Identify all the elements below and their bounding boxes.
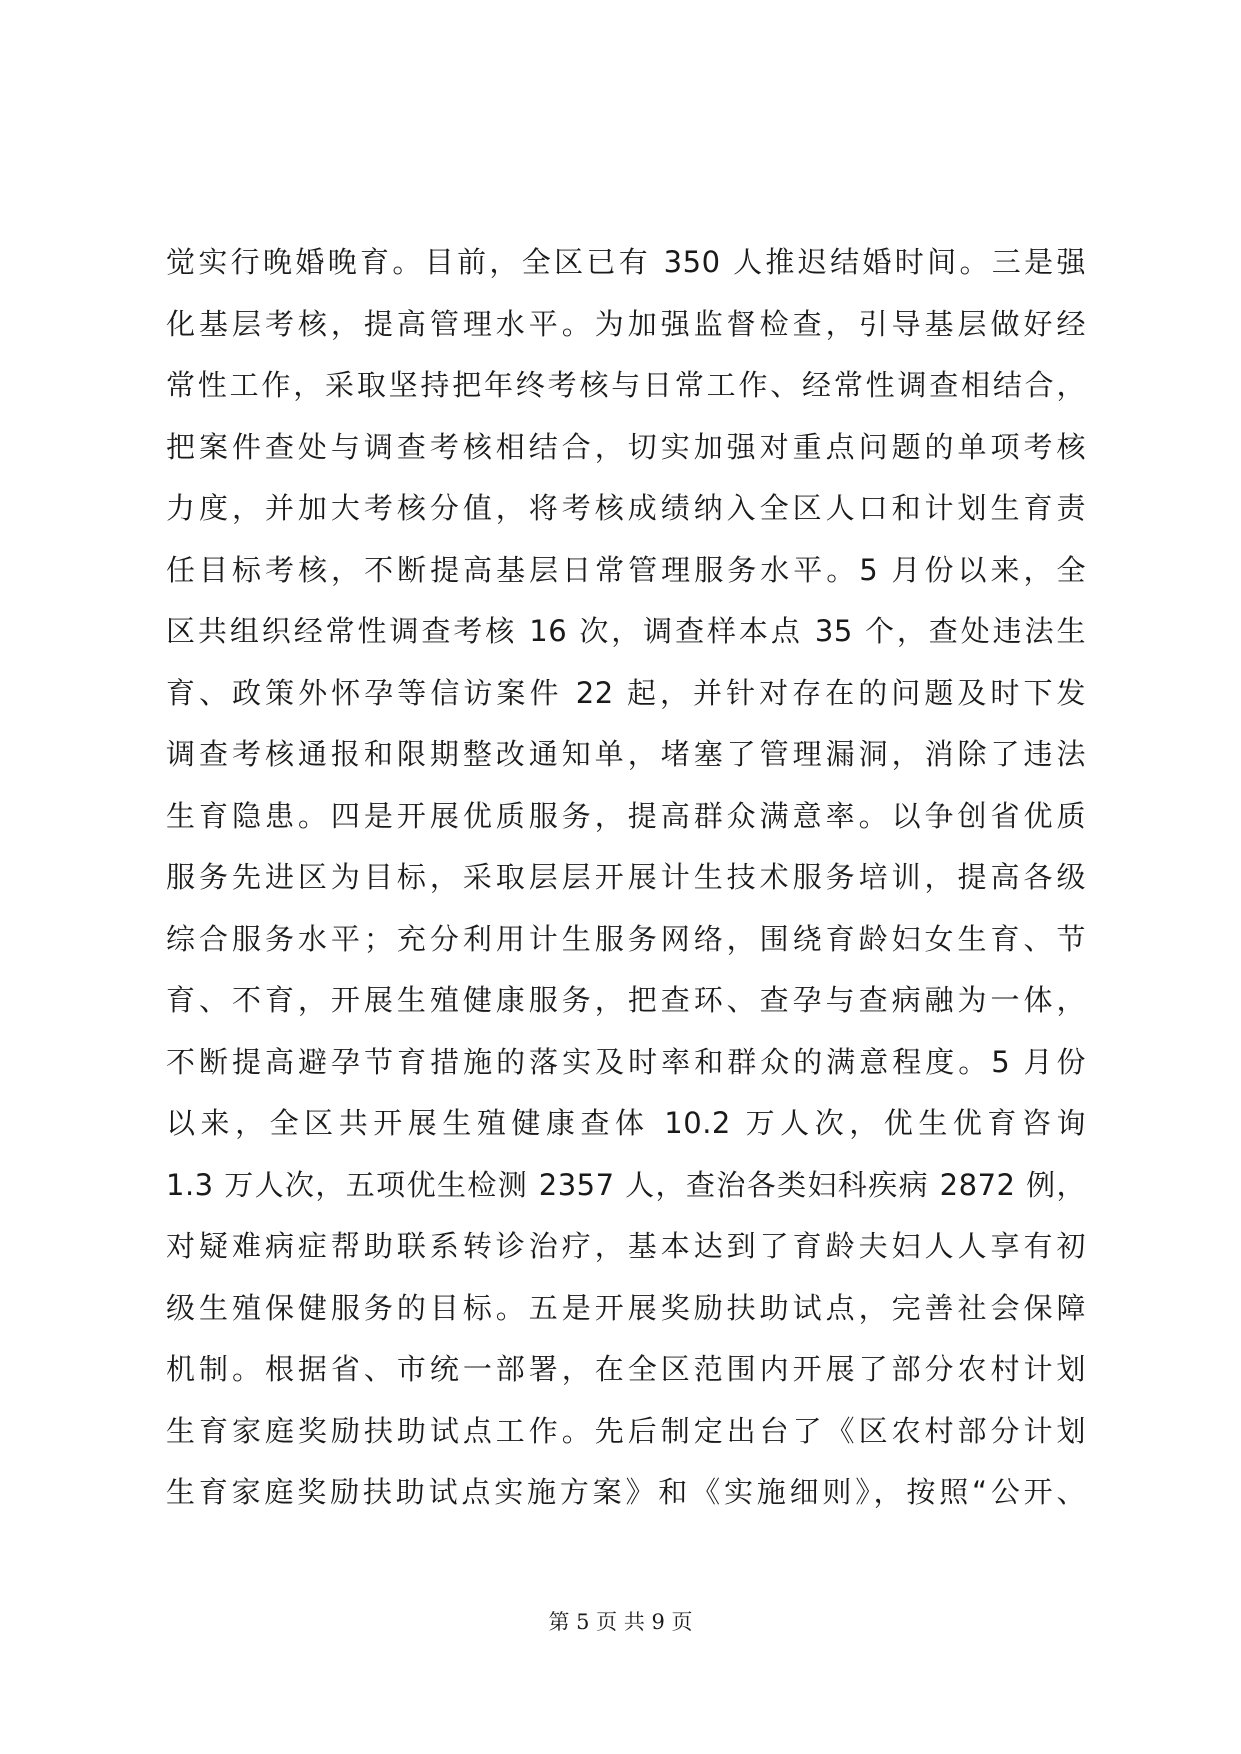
text-line: 机制。根据省、市统一部署，在全区范围内开展了部分农村计划 — [166, 1352, 1086, 1386]
text-line: 以来，全区共开展生殖健康查体 10.2 万人次，优生优育咨询 — [166, 1106, 1086, 1140]
text-line: 把案件查处与调查考核相结合，切实加强对重点问题的单项考核 — [166, 429, 1086, 464]
text-line: 级生殖保健服务的目标。五是开展奖励扶助试点，完善社会保障 — [166, 1290, 1086, 1325]
text-line: 调查考核通报和限期整改通知单，堵塞了管理漏洞，消除了违法 — [166, 737, 1086, 771]
text-line: 服务先进区为目标，采取层层开展计生技术服务培训，提高各级 — [166, 860, 1086, 894]
text-line: 对疑难病症帮助联系转诊治疗，基本达到了育龄夫妇人人享有初 — [166, 1229, 1086, 1263]
text-line: 化基层考核，提高管理水平。为加强监督检查，引导基层做好经 — [166, 306, 1086, 341]
text-line: 不断提高避孕节育措施的落实及时率和群众的满意程度。5 月份 — [166, 1044, 1086, 1079]
text-line: 育、不育，开展生殖健康服务，把查环、查孕与查病融为一体， — [166, 983, 1086, 1017]
text-line: 任目标考核，不断提高基层日常管理服务水平。5 月份以来，全 — [166, 552, 1086, 587]
text-line: 育、政策外怀孕等信访案件 22 起，并针对存在的问题及时下发 — [166, 675, 1086, 710]
text-line: 区共组织经常性调查考核 16 次，调查样本点 35 个，查处违法生 — [166, 614, 1086, 648]
text-line: 1.3 万人次，五项优生检测 2357 人，查治各类妇科疾病 2872 例， — [166, 1167, 1086, 1202]
text-line: 生育家庭奖励扶助试点工作。先后制定出台了《区农村部分计划 — [166, 1413, 1086, 1448]
text-line: 生育家庭奖励扶助试点实施方案》和《实施细则》，按照“公开、 — [166, 1475, 1086, 1509]
text-line: 常性工作，采取坚持把年终考核与日常工作、经常性调查相结合， — [166, 368, 1086, 402]
text-line: 综合服务水平；充分利用计生服务网络，围绕育龄妇女生育、节 — [166, 921, 1086, 956]
text-line: 觉实行晚婚晚育。目前，全区已有 350 人推迟结婚时间。三是强 — [166, 245, 1086, 279]
page-number-footer: 第 5 页 共 9 页 — [548, 1610, 693, 1634]
text-line: 力度，并加大考核分值，将考核成绩纳入全区人口和计划生育责 — [166, 491, 1086, 525]
body-text — [166, 232, 1086, 1524]
text-line: 生育隐患。四是开展优质服务，提高群众满意率。以争创省优质 — [166, 798, 1086, 833]
